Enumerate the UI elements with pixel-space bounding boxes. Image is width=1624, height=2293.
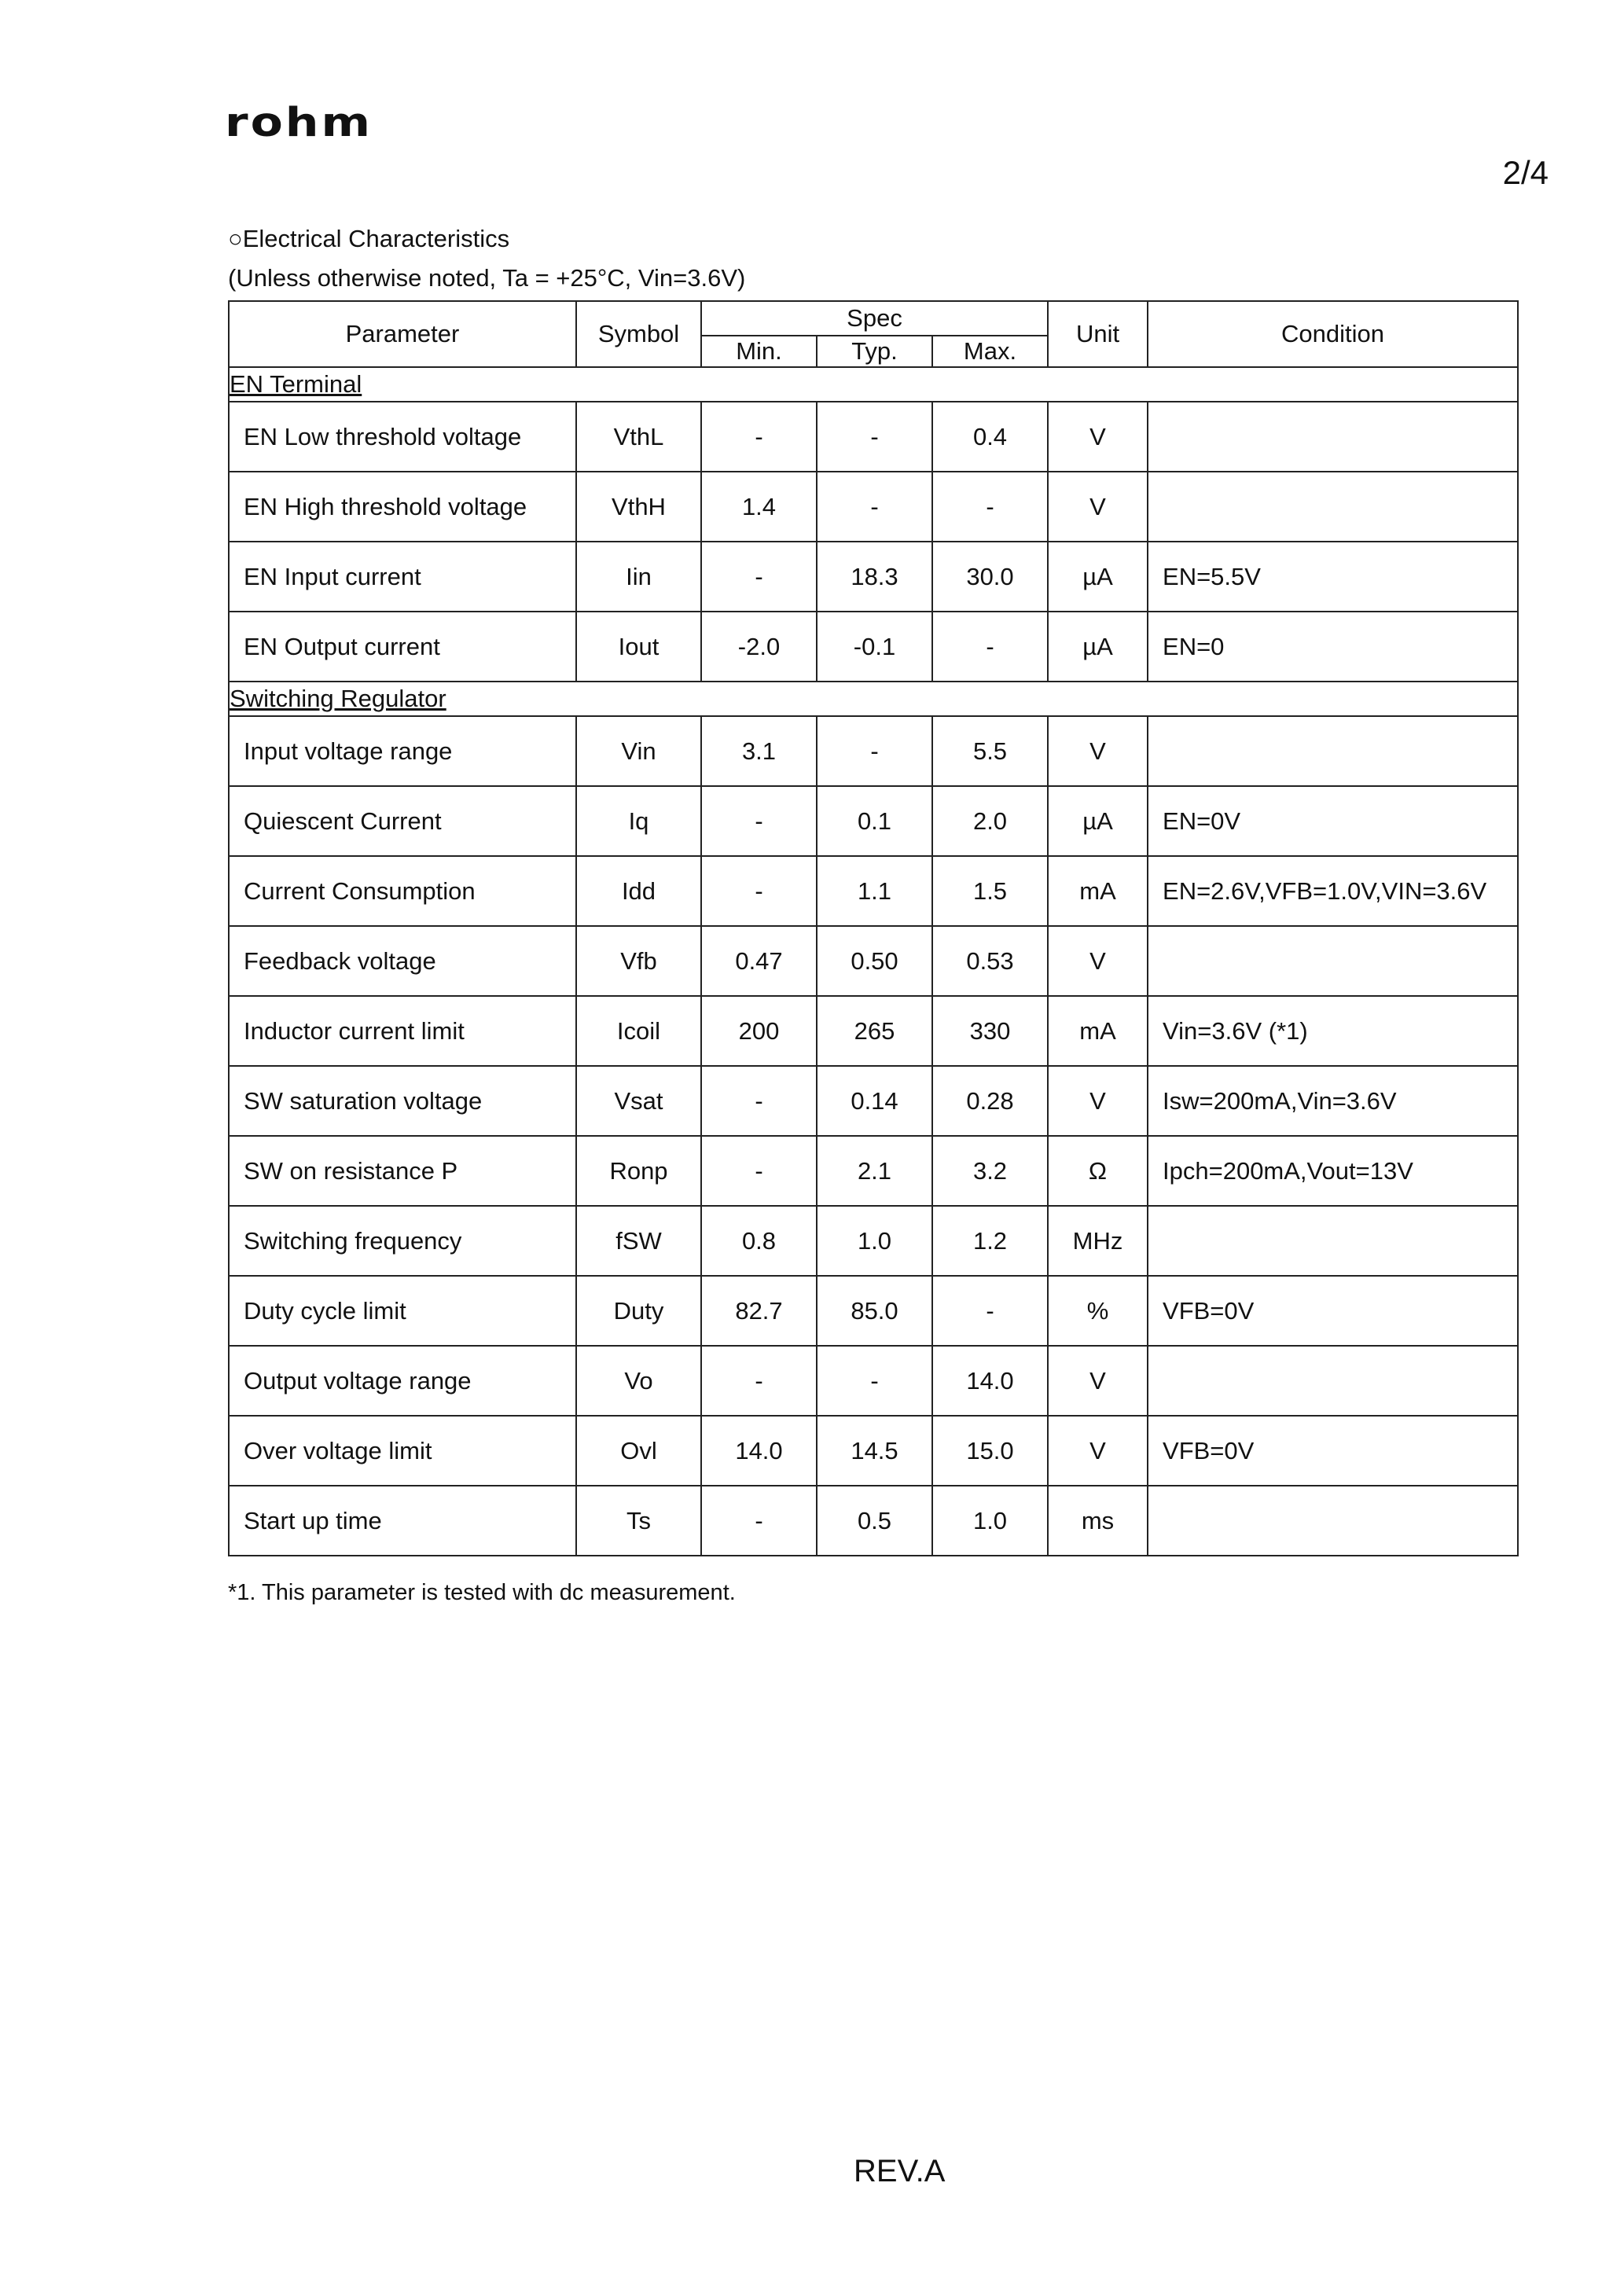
section-title-text: Switching Regulator	[230, 685, 446, 712]
typ-cell: 85.0	[817, 1276, 932, 1346]
min-cell: -	[701, 1136, 817, 1206]
section-row	[229, 367, 1518, 402]
max-cell: 0.28	[932, 1066, 1048, 1136]
param-cell: Current Consumption	[229, 856, 576, 926]
section-heading: ○Electrical Characteristics	[228, 225, 510, 252]
header-typ: Typ.	[817, 336, 932, 367]
footnote: *1. This parameter is tested with dc measurement.	[228, 1580, 736, 1605]
max-cell: 1.5	[932, 856, 1048, 926]
symbol-cell: Duty	[576, 1276, 701, 1346]
symbol-cell: Idd	[576, 856, 701, 926]
param-cell: Input voltage range	[229, 716, 576, 786]
param-cell: Feedback voltage	[229, 926, 576, 996]
max-cell: 3.2	[932, 1136, 1048, 1206]
revision-label: REV.A	[854, 2154, 946, 2188]
max-cell: -	[932, 612, 1048, 682]
max-cell: -	[932, 472, 1048, 542]
unit-cell: V	[1048, 1066, 1148, 1136]
rohm-logo: rohm	[225, 99, 373, 146]
min-cell: -	[701, 402, 817, 472]
typ-cell: 18.3	[817, 542, 932, 612]
table-row	[229, 1206, 1518, 1276]
header-symbol: Symbol	[576, 301, 701, 367]
max-cell: 5.5	[932, 716, 1048, 786]
min-cell: -	[701, 1066, 817, 1136]
table-row	[229, 1346, 1518, 1416]
unit-cell: V	[1048, 716, 1148, 786]
param-cell: EN High threshold voltage	[229, 472, 576, 542]
header-unit: Unit	[1048, 301, 1148, 367]
symbol-cell: Icoil	[576, 996, 701, 1066]
symbol-cell: VthL	[576, 402, 701, 472]
param-cell: Over voltage limit	[229, 1416, 576, 1486]
param-cell: SW on resistance P	[229, 1136, 576, 1206]
unit-cell: µA	[1048, 786, 1148, 856]
condition-cell: VFB=0V	[1148, 1416, 1518, 1486]
min-cell: 200	[701, 996, 817, 1066]
unit-cell: MHz	[1048, 1206, 1148, 1276]
condition-cell: Ipch=200mA,Vout=13V	[1148, 1136, 1518, 1206]
min-cell: -	[701, 786, 817, 856]
condition-cell	[1148, 1486, 1518, 1556]
typ-cell: 265	[817, 996, 932, 1066]
page-number: 2/4	[1502, 154, 1549, 191]
unit-cell: µA	[1048, 542, 1148, 612]
symbol-cell: Iin	[576, 542, 701, 612]
unit-cell: V	[1048, 1416, 1148, 1486]
header-spec: Spec	[701, 301, 1048, 336]
condition-cell	[1148, 716, 1518, 786]
param-cell: Output voltage range	[229, 1346, 576, 1416]
param-cell: EN Output current	[229, 612, 576, 682]
param-cell: Duty cycle limit	[229, 1276, 576, 1346]
condition-cell: Vin=3.6V (*1)	[1148, 996, 1518, 1066]
table-row	[229, 786, 1518, 856]
section-title	[229, 367, 1518, 402]
unit-cell: ms	[1048, 1486, 1148, 1556]
max-cell: -	[932, 1276, 1048, 1346]
param-cell: EN Input current	[229, 542, 576, 612]
condition-cell: EN=2.6V,VFB=1.0V,VIN=3.6V	[1148, 856, 1518, 926]
typ-cell: -0.1	[817, 612, 932, 682]
max-cell: 30.0	[932, 542, 1048, 612]
param-cell: Switching frequency	[229, 1206, 576, 1276]
symbol-cell: VthH	[576, 472, 701, 542]
typ-cell: -	[817, 472, 932, 542]
max-cell: 330	[932, 996, 1048, 1066]
condition-cell: Isw=200mA,Vin=3.6V	[1148, 1066, 1518, 1136]
min-cell: -	[701, 542, 817, 612]
typ-cell: 0.50	[817, 926, 932, 996]
unit-cell: V	[1048, 472, 1148, 542]
symbol-cell: Ovl	[576, 1416, 701, 1486]
max-cell: 1.2	[932, 1206, 1048, 1276]
section-title-text: EN Terminal	[230, 370, 362, 398]
condition-cell	[1148, 1206, 1518, 1276]
table-row	[229, 1066, 1518, 1136]
header-condition: Condition	[1148, 301, 1518, 367]
table-row	[229, 1486, 1518, 1556]
table-row	[229, 926, 1518, 996]
min-cell: 0.8	[701, 1206, 817, 1276]
min-cell: 82.7	[701, 1276, 817, 1346]
symbol-cell: fSW	[576, 1206, 701, 1276]
table-row	[229, 402, 1518, 472]
min-cell: -	[701, 856, 817, 926]
typ-cell: -	[817, 716, 932, 786]
typ-cell: -	[817, 1346, 932, 1416]
symbol-cell: Ronp	[576, 1136, 701, 1206]
unit-cell: V	[1048, 926, 1148, 996]
max-cell: 15.0	[932, 1416, 1048, 1486]
unit-cell: Ω	[1048, 1136, 1148, 1206]
min-cell: 1.4	[701, 472, 817, 542]
typ-cell: 14.5	[817, 1416, 932, 1486]
max-cell: 1.0	[932, 1486, 1048, 1556]
condition-cell: VFB=0V	[1148, 1276, 1518, 1346]
condition-cell	[1148, 926, 1518, 996]
unit-cell: V	[1048, 402, 1148, 472]
max-cell: 14.0	[932, 1346, 1048, 1416]
param-cell: Quiescent Current	[229, 786, 576, 856]
min-cell: -	[701, 1486, 817, 1556]
unit-cell: µA	[1048, 612, 1148, 682]
condition-cell	[1148, 1346, 1518, 1416]
table-row	[229, 1136, 1518, 1206]
typ-cell: 1.1	[817, 856, 932, 926]
condition-cell: EN=0V	[1148, 786, 1518, 856]
electrical-characteristics-table	[228, 300, 1519, 1556]
table-row	[229, 856, 1518, 926]
typ-cell: 2.1	[817, 1136, 932, 1206]
table-body	[229, 367, 1518, 1556]
condition-cell: EN=5.5V	[1148, 542, 1518, 612]
header-parameter: Parameter	[229, 301, 576, 367]
typ-cell: 1.0	[817, 1206, 932, 1276]
unit-cell: mA	[1048, 996, 1148, 1066]
symbol-cell: Vo	[576, 1346, 701, 1416]
min-cell: 3.1	[701, 716, 817, 786]
table-row	[229, 1276, 1518, 1346]
symbol-cell: Ts	[576, 1486, 701, 1556]
condition-cell	[1148, 472, 1518, 542]
header-max: Max.	[932, 336, 1048, 367]
header-min: Min.	[701, 336, 817, 367]
symbol-cell: Vin	[576, 716, 701, 786]
table-row	[229, 472, 1518, 542]
unit-cell: mA	[1048, 856, 1148, 926]
typ-cell: 0.14	[817, 1066, 932, 1136]
table-row	[229, 542, 1518, 612]
table-row	[229, 716, 1518, 786]
param-cell: EN Low threshold voltage	[229, 402, 576, 472]
typ-cell: 0.1	[817, 786, 932, 856]
max-cell: 2.0	[932, 786, 1048, 856]
unit-cell: V	[1048, 1346, 1148, 1416]
symbol-cell: Iout	[576, 612, 701, 682]
symbol-cell: Iq	[576, 786, 701, 856]
test-conditions: (Unless otherwise noted, Ta = +25°C, Vin=3.6V)	[228, 264, 746, 292]
param-cell: Inductor current limit	[229, 996, 576, 1066]
typ-cell: -	[817, 402, 932, 472]
min-cell: 0.47	[701, 926, 817, 996]
table-row	[229, 996, 1518, 1066]
min-cell: -2.0	[701, 612, 817, 682]
max-cell: 0.53	[932, 926, 1048, 996]
min-cell: -	[701, 1346, 817, 1416]
table-row	[229, 1416, 1518, 1486]
param-cell: SW saturation voltage	[229, 1066, 576, 1136]
section-title	[229, 682, 1518, 716]
section-row	[229, 682, 1518, 716]
max-cell: 0.4	[932, 402, 1048, 472]
symbol-cell: Vfb	[576, 926, 701, 996]
symbol-cell: Vsat	[576, 1066, 701, 1136]
condition-cell: EN=0	[1148, 612, 1518, 682]
condition-cell	[1148, 402, 1518, 472]
table-row	[229, 612, 1518, 682]
param-cell: Start up time	[229, 1486, 576, 1556]
min-cell: 14.0	[701, 1416, 817, 1486]
typ-cell: 0.5	[817, 1486, 932, 1556]
unit-cell: %	[1048, 1276, 1148, 1346]
